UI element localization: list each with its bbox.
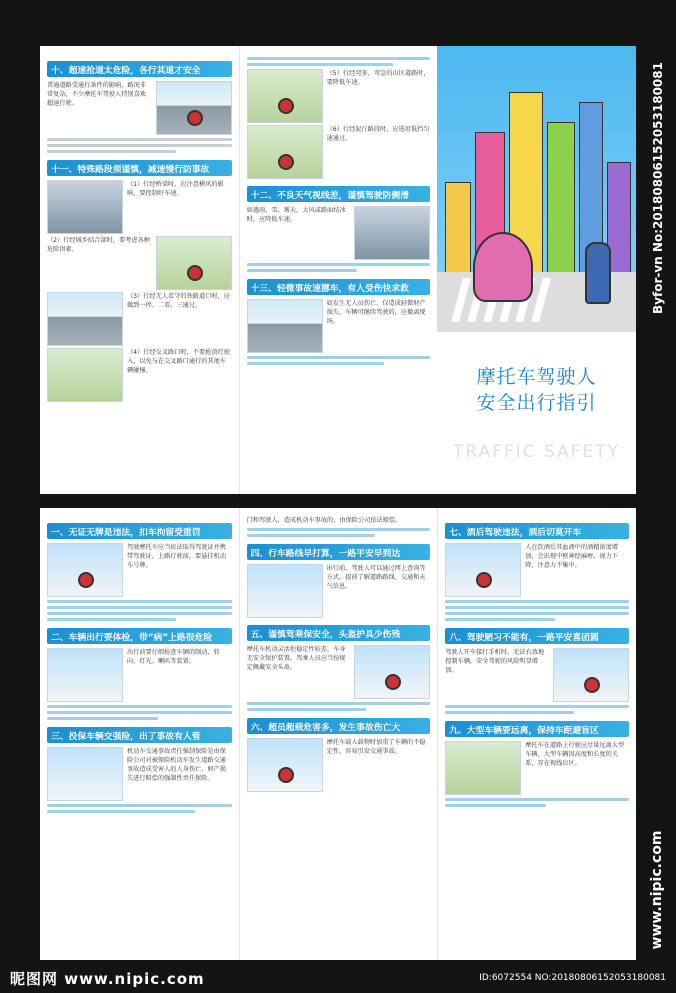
rain-road-illustration <box>354 206 430 260</box>
police-cartoon <box>585 242 611 304</box>
insurance-illustration <box>47 747 123 801</box>
section-body <box>47 292 232 346</box>
cover-panel <box>437 46 636 494</box>
section-text: 门和驾驶人，造成机动车事故的，由保险公司依法赔偿。 <box>246 517 402 524</box>
cover-title-line2: 安全出行指引 <box>476 392 597 414</box>
section-text: （3）行经无人看守的铁路道口时，应做到一停、二看、三通过。 <box>127 293 230 309</box>
vehicle-inspection-illustration <box>47 648 123 702</box>
section-text: 出行前要仔细检查车辆的制动、转向、灯光、喇叭等装置。 <box>127 649 220 665</box>
section-text: 摩托车机动灵活但稳定性较差，车身无安全保护装置，驾乘人员应当按规定佩戴安全头盔。 <box>246 646 346 671</box>
section-body <box>47 648 232 702</box>
motorcycle-icon <box>278 767 294 783</box>
section-body <box>47 348 232 402</box>
intersection-illustration <box>47 348 123 402</box>
section-header: 八、驾驶陋习不能有，一路平安喜团圆 <box>445 628 629 644</box>
text-lines <box>47 804 232 813</box>
overtake-illustration <box>156 81 232 135</box>
section-body <box>445 648 629 702</box>
section-header: 六、超员超载危害多，发生事故伤亡大 <box>247 718 431 734</box>
bottom-panel-3 <box>437 508 636 960</box>
building-graphic <box>547 122 575 292</box>
text-lines <box>247 356 431 365</box>
text-lines <box>247 263 431 272</box>
section-body <box>445 543 629 597</box>
rural-road-illustration <box>156 236 232 290</box>
section-header: 二、车辆出行要体检，带“病”上路很危险 <box>47 628 232 644</box>
section-header: 十二、不良天气视线差，谨慎驾驶防侧滑 <box>247 186 431 202</box>
section-text: 如发生无人员伤亡，仅造成轻微财产损失，车辆可继续驾驶的，应撤离现场。 <box>326 300 426 325</box>
section-text: 摩托车在道路上行驶应尽量远离大型车辆，大型车辆因高度和长度的关系，存在视线盲区。 <box>525 742 625 767</box>
section-header: 九、大型车辆要远离，保持车距避盲区 <box>445 721 629 737</box>
license-check-illustration <box>47 543 123 597</box>
text-lines <box>247 57 431 66</box>
section-text: （5）行经弯多、弯急的山区道路时，要降低车速。 <box>326 70 430 86</box>
motorcycle-icon <box>584 677 600 693</box>
section-body <box>47 236 232 290</box>
section-header: 四、行车路线早打算，一路平安早到达 <box>247 544 431 560</box>
watermark-footer <box>0 963 676 993</box>
section-text: 摩托车载人载物时加重了车辆的不稳定性，容易引发交通事故。 <box>326 739 426 755</box>
side-watermark-id: Byfor-vn No:20180806152053180081 <box>651 62 665 314</box>
text-lines <box>247 528 431 537</box>
railway-crossing-illustration <box>47 292 123 346</box>
text-lines <box>47 138 232 153</box>
rider-cartoon <box>473 232 533 302</box>
section-body <box>47 543 232 597</box>
section-header: 五、谨慎驾乘保安全，头盔护具少伤残 <box>247 625 431 641</box>
phone-use-illustration <box>553 648 629 702</box>
section-header: 十、超速抢道太危险，各行其道才安全 <box>47 61 232 77</box>
section-body <box>445 741 629 795</box>
cover-background-text: TRAFFIC SAFETY <box>452 442 620 462</box>
image-id-text: ID:6072554 NO:20180806152053180081 <box>479 973 666 983</box>
section-text: （4）行经交叉路口时，不要抢黄灯驶入，以免与在交叉路口通行的其他车辆碰撞。 <box>127 349 230 374</box>
text-lines <box>47 705 232 720</box>
brochure-top-sheet <box>40 46 636 494</box>
mountain-road-illustration <box>247 69 323 123</box>
drunk-driving-illustration <box>445 543 521 597</box>
section-header: 十三、轻微事故速挪车，有人受伤快求救 <box>247 279 431 295</box>
overload-illustration <box>247 738 323 792</box>
text-lines <box>445 798 629 807</box>
section-header: 一、无证无牌是违法，扣车拘留受重罚 <box>47 523 232 539</box>
motorcycle-icon <box>278 98 294 114</box>
section-header: 十一、特殊路段须谨慎，减速慢行防事故 <box>47 160 232 176</box>
section-text: 出行前，驾驶人可以通过网上查询等方式，提前了解道路路线、交通和天气信息。 <box>326 565 426 590</box>
motorcycle-icon <box>187 265 203 281</box>
section-body <box>47 81 232 135</box>
section-text: （1）行经桥梁时，应注意横风的影响，要控制好车速。 <box>127 181 224 197</box>
section-body <box>247 645 431 699</box>
truck-blindspot-illustration <box>445 741 521 795</box>
motorcycle-icon <box>187 110 203 126</box>
route-planning-illustration <box>247 564 323 618</box>
motorcycle-icon <box>385 674 401 690</box>
section-text: （2）行经城乡结合部时，要考虑各种危险因素。 <box>47 237 150 253</box>
section-text: 如遇雨、雪、雾天，大风或路面结冰时，应降低车速。 <box>246 207 346 223</box>
section-text: 人在饮酒后其血液中的酒精浓度增加，会出现中枢神经麻痹，视力下降，注意力不集中。 <box>525 544 618 569</box>
bottom-panel-1 <box>40 508 239 960</box>
section-body <box>247 299 431 353</box>
section-body <box>247 564 431 618</box>
section-body <box>247 69 431 123</box>
text-lines <box>247 702 431 711</box>
section-text: 普通道路受通行条件的影响，路况非常复杂，不少摩托车驾驶人特别喜欢超速行驶。 <box>47 82 146 107</box>
top-panel-2 <box>239 46 438 494</box>
section-body <box>47 180 232 234</box>
top-panel-1 <box>40 46 239 494</box>
tunnel-illustration <box>47 180 123 234</box>
helmet-illustration <box>354 645 430 699</box>
text-lines <box>47 600 232 621</box>
section-text: （6）行经泥泞路段时，应选用低挡匀速通过。 <box>326 126 430 142</box>
section-body <box>247 206 431 260</box>
nipic-logo: 昵图网 www.nipic.com <box>10 969 205 988</box>
muddy-road-illustration <box>247 125 323 179</box>
text-lines <box>445 705 629 714</box>
section-body <box>247 738 431 792</box>
brochure-bottom-sheet <box>40 508 636 960</box>
side-watermark-site: www.nipic.com <box>649 830 665 950</box>
section-body <box>47 747 232 801</box>
section-header: 三、投保车辆交强险，出了事故有人管 <box>47 727 232 743</box>
cover-title-line1: 摩托车驾驶人 <box>476 366 597 388</box>
section-body <box>247 125 431 179</box>
bottom-panel-2 <box>239 508 438 960</box>
motorcycle-icon <box>78 572 94 588</box>
accident-illustration <box>247 299 323 353</box>
motorcycle-icon <box>476 572 492 588</box>
text-lines <box>445 600 629 621</box>
motorcycle-icon <box>278 154 294 170</box>
section-text: 驾驶人开车接打手机时，无法有效地控制车辆，安全驾驶的风险明显增加。 <box>445 649 545 674</box>
section-text: 驾驶摩托车应当依法取得驾驶证并携带驾驶证，上路行驶前，要悬挂机动车号牌。 <box>127 544 226 569</box>
section-text: 机动车交通事故责任强制保险是由保险公司对被保险机动车发生道路交通事故造成受害人的人身伤亡、财产损失进行赔偿的强制性责任保险。 <box>127 748 226 782</box>
section-header: 七、酒后驾驶违法，酒后切莫开车 <box>445 523 629 539</box>
